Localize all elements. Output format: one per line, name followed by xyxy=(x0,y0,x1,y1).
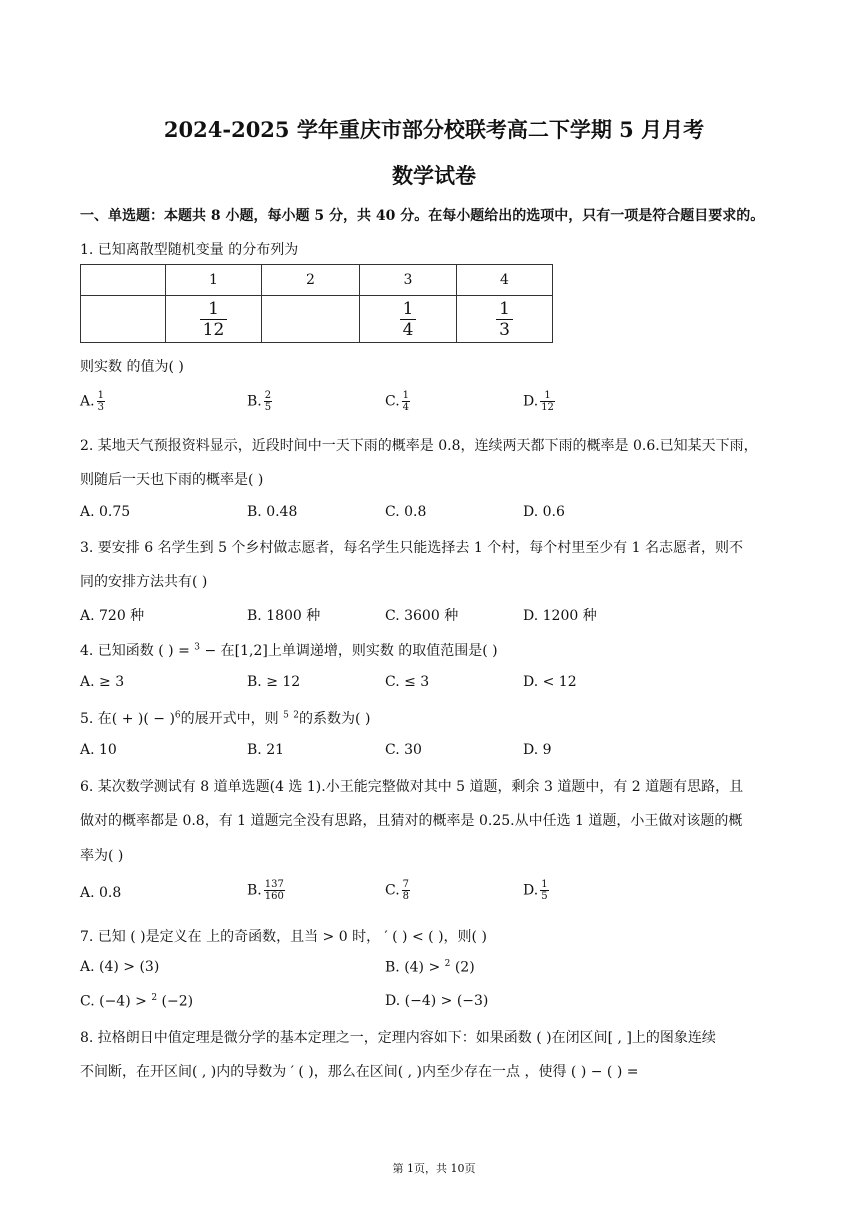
q2-option-a: A. 0.75 xyxy=(80,504,131,520)
q4-option-a: A. ≥ 3 xyxy=(80,674,125,690)
fraction xyxy=(540,879,548,902)
table-cell xyxy=(81,296,166,343)
q1-option-c xyxy=(385,390,410,413)
q3-line2: 同的安排方法共有( ) xyxy=(80,574,208,590)
numerator: 137 xyxy=(264,879,284,890)
table-cell: 4 xyxy=(457,265,553,296)
table-cell: 1 xyxy=(166,265,262,296)
denominator: 5 xyxy=(541,891,548,902)
q7-option-d: D. (−4) > (−3) xyxy=(385,993,489,1009)
option-part: (2) xyxy=(450,959,475,976)
exponent: 3 xyxy=(194,642,200,653)
denominator: 12 xyxy=(541,402,554,413)
option-label: A. xyxy=(80,393,95,410)
q7-option-c xyxy=(80,993,193,1010)
option-label: C. xyxy=(385,882,400,899)
table-cell xyxy=(262,296,360,343)
q8-line1: 8. 拉格朗日中值定理是微分学的基本定理之一，定理内容如下：如果函数 ( )在闭区间[ , ]上的图象连续 xyxy=(80,1030,716,1046)
fraction xyxy=(496,299,513,340)
q5-option-c: C. 30 xyxy=(385,742,422,758)
numerator: 1 xyxy=(200,299,228,320)
q7-stem: 7. 已知 ( )是定义在 上的奇函数，且当 > 0 时， ′ ( ) < ( )，则( ) xyxy=(80,929,487,945)
fraction xyxy=(264,390,272,413)
section-heading: 一、单选题：本题共 8 小题，每小题 5 分，共 40 分。在每小题给出的选项中，只有一项是符合题目要求的。 xyxy=(80,208,765,224)
table-cell xyxy=(81,265,166,296)
q5-option-d: D. 9 xyxy=(523,742,552,758)
option-label: D. xyxy=(523,882,539,899)
q2-line2: 则随后一天也下雨的概率是( ) xyxy=(80,472,264,488)
q3-option-a: A. 720 种 xyxy=(80,608,145,624)
option-label: B. xyxy=(247,882,262,899)
option-label: B. xyxy=(247,393,262,410)
q5-option-b: B. 21 xyxy=(247,742,285,758)
table-cell: 3 xyxy=(360,265,457,296)
q8-line2: 不间断，在开区间( , )内的导数为 ′ ( )，那么在区间( , )内至少存在一点 ，使得 ( ) − ( ) = xyxy=(80,1064,639,1080)
table-cell xyxy=(457,296,553,343)
fraction xyxy=(264,879,285,902)
q1-stem: 1. 已知离散型随机变量 的分布列为 xyxy=(80,242,299,258)
q4-option-c: C. ≤ 3 xyxy=(385,674,430,690)
q3-option-b: B. 1800 种 xyxy=(247,608,321,624)
exponent: 2 xyxy=(444,959,451,969)
q1-option-d xyxy=(523,390,555,413)
q7-option-a: A. (4) > (3) xyxy=(80,959,160,975)
q2-option-c: C. 0.8 xyxy=(385,504,427,520)
numerator: 1 xyxy=(540,390,555,402)
numerator: 1 xyxy=(496,299,513,320)
q6-option-b xyxy=(247,879,285,902)
fraction xyxy=(400,299,417,340)
fraction xyxy=(97,390,105,413)
q4-option-d: D. < 12 xyxy=(523,674,577,690)
fraction xyxy=(200,299,228,340)
q2-option-d: D. 0.6 xyxy=(523,504,565,520)
q4-stem-part: − 在[1,2]上单调递增，则实数 的取值范围是( ) xyxy=(200,643,498,659)
q6-option-a: A. 0.8 xyxy=(80,885,122,901)
q1-ask: 则实数 的值为( ) xyxy=(80,359,184,375)
q1-option-b xyxy=(247,390,272,413)
q6-line2: 做对的概率都是 0.8，有 1 道题完全没有思路，且猜对的概率是 0.25.从中任选 1 道题，小王做对该题的概 xyxy=(80,813,743,829)
table-row xyxy=(81,296,553,343)
q2-option-b: B. 0.48 xyxy=(247,504,298,520)
exam-subtitle: 数学试卷 xyxy=(392,163,476,188)
q5-stem-part: 的展开式中，则 xyxy=(180,711,284,727)
q4-stem xyxy=(80,640,498,660)
q3-line1: 3. 要安排 6 名学生到 5 个乡村做志愿者，每名学生只能选择去 1 个村，每个村里至少有 1 名志愿者，则不 xyxy=(80,540,744,556)
q6-line1: 6. 某次数学测试有 8 道单选题(4 选 1).小王能完整做对其中 5 道题，剩余 3 道题中，有 2 道题有思路，且 xyxy=(80,779,744,795)
denominator: 4 xyxy=(402,402,410,413)
q1-option-a xyxy=(80,390,105,413)
q3-option-c: C. 3600 种 xyxy=(385,608,459,624)
q3-option-d: D. 1200 种 xyxy=(523,608,597,624)
option-part: C. (−4) > xyxy=(80,993,152,1010)
q5-option-a: A. 10 xyxy=(80,742,117,758)
option-part: B. (4) > xyxy=(385,959,445,976)
table-cell xyxy=(166,296,262,343)
exponent: 2 xyxy=(293,710,300,721)
q5-stem xyxy=(80,708,370,728)
q5-stem-part: 5. 在( + )( − ) xyxy=(80,711,175,727)
exam-title: 2024-2025 学年重庆市部分校联考高二下学期 5 月月考 xyxy=(163,117,705,142)
page-footer: 第 1页，共 10页 xyxy=(392,1162,476,1175)
numerator: 7 xyxy=(402,879,410,890)
fraction xyxy=(402,879,410,902)
q6-option-d xyxy=(523,879,549,902)
numerator: 1 xyxy=(402,390,410,401)
table-row xyxy=(81,265,553,296)
q6-option-c xyxy=(385,879,410,902)
table-cell xyxy=(360,296,457,343)
denominator: 160 xyxy=(264,891,284,902)
distribution-table xyxy=(80,264,553,343)
exponent: 5 xyxy=(283,710,289,721)
q7-option-b xyxy=(385,959,475,976)
denominator: 5 xyxy=(264,402,272,413)
exponent: 6 xyxy=(174,710,181,721)
option-label: C. xyxy=(385,393,400,410)
numerator: 1 xyxy=(400,299,417,320)
denominator: 3 xyxy=(499,319,510,340)
fraction xyxy=(540,390,555,413)
numerator: 2 xyxy=(264,390,272,401)
fraction xyxy=(402,390,410,413)
q6-line3: 率为( ) xyxy=(80,848,124,864)
q4-option-b: B. ≥ 12 xyxy=(247,674,301,690)
table-cell: 2 xyxy=(262,265,360,296)
q4-stem-part: 4. 已知函数 ( ) = xyxy=(80,643,195,659)
option-label: D. xyxy=(523,393,539,410)
exponent: 2 xyxy=(151,993,158,1003)
numerator: 1 xyxy=(97,390,104,401)
numerator: 1 xyxy=(541,879,548,890)
denominator: 3 xyxy=(97,402,104,413)
denominator: 4 xyxy=(402,319,414,340)
denominator: 8 xyxy=(402,891,410,902)
q5-stem-part: 的系数为( ) xyxy=(299,711,371,727)
denominator: 12 xyxy=(202,319,225,340)
q2-line1: 2. 某地天气预报资料显示，近段时间中一天下雨的概率是 0.8，连续两天都下雨的概率是 0.6.已知某天下雨， xyxy=(80,438,758,454)
option-part: (−2) xyxy=(157,993,194,1010)
